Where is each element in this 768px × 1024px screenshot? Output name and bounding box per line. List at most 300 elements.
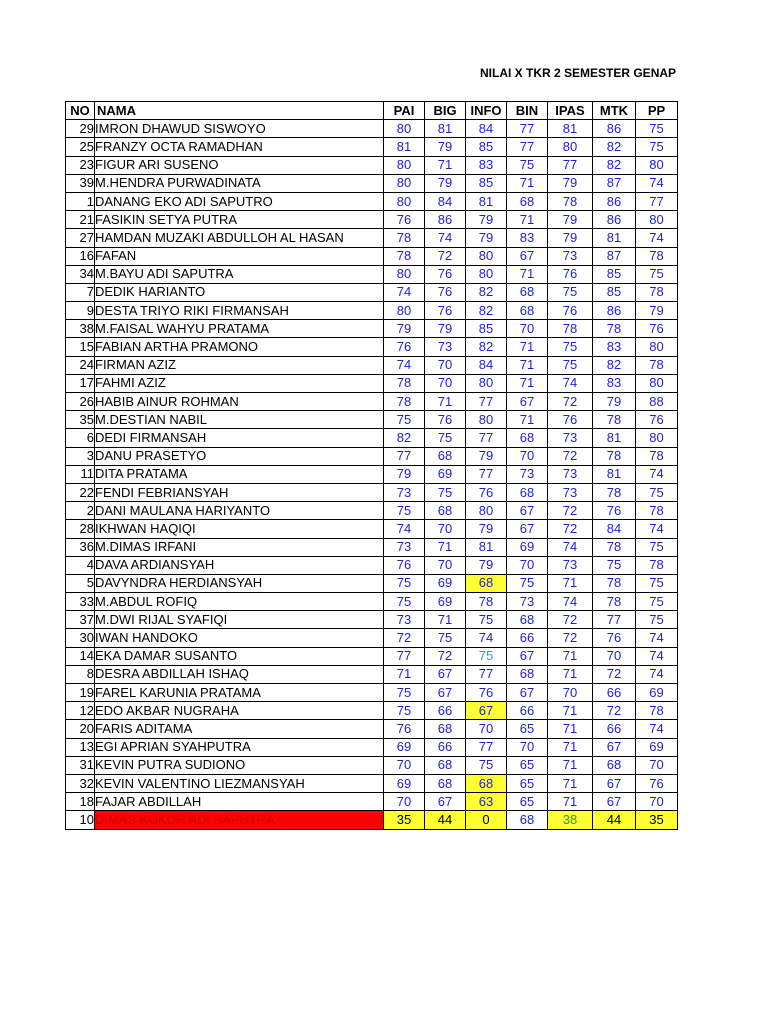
- cell-info[interactable]: 84: [466, 356, 507, 374]
- table-row[interactable]: [66, 374, 678, 392]
- cell-no[interactable]: 17: [66, 374, 95, 392]
- cell-pai[interactable]: 80: [384, 174, 425, 192]
- cell-nama[interactable]: FABIAN ARTHA PRAMONO: [95, 338, 384, 356]
- cell-big[interactable]: 70: [425, 356, 466, 374]
- cell-nama[interactable]: DESRA ABDILLAH ISHAQ: [95, 665, 384, 683]
- cell-pp[interactable]: 88: [636, 393, 678, 411]
- cell-info[interactable]: 80: [466, 374, 507, 392]
- cell-pp[interactable]: 74: [636, 647, 678, 665]
- table-row[interactable]: [66, 738, 678, 756]
- cell-bin[interactable]: 66: [507, 702, 548, 720]
- cell-ipas[interactable]: 76: [548, 411, 593, 429]
- cell-bin[interactable]: 65: [507, 756, 548, 774]
- cell-pai[interactable]: 79: [384, 465, 425, 483]
- cell-bin[interactable]: 71: [507, 374, 548, 392]
- cell-big[interactable]: 76: [425, 265, 466, 283]
- cell-info[interactable]: 63: [466, 793, 507, 811]
- cell-ipas[interactable]: 75: [548, 338, 593, 356]
- cell-bin[interactable]: 65: [507, 720, 548, 738]
- cell-nama[interactable]: DANU PRASETYO: [95, 447, 384, 465]
- cell-mtk[interactable]: 78: [593, 320, 636, 338]
- cell-pp[interactable]: 78: [636, 447, 678, 465]
- cell-big[interactable]: 69: [425, 593, 466, 611]
- cell-bin[interactable]: 71: [507, 356, 548, 374]
- cell-nama[interactable]: EKA DAMAR SUSANTO: [95, 647, 384, 665]
- cell-big[interactable]: 66: [425, 738, 466, 756]
- cell-ipas[interactable]: 72: [548, 629, 593, 647]
- cell-big[interactable]: 66: [425, 702, 466, 720]
- cell-no[interactable]: 24: [66, 356, 95, 374]
- cell-info[interactable]: 78: [466, 593, 507, 611]
- cell-big[interactable]: 68: [425, 720, 466, 738]
- cell-big[interactable]: 44: [425, 811, 466, 829]
- cell-mtk[interactable]: 87: [593, 247, 636, 265]
- cell-no[interactable]: 33: [66, 593, 95, 611]
- cell-bin[interactable]: 67: [507, 247, 548, 265]
- table-row[interactable]: [66, 192, 678, 210]
- cell-ipas[interactable]: 73: [548, 429, 593, 447]
- cell-bin[interactable]: 68: [507, 302, 548, 320]
- cell-no[interactable]: 21: [66, 211, 95, 229]
- cell-nama[interactable]: FAFAN: [95, 247, 384, 265]
- cell-bin[interactable]: 65: [507, 774, 548, 792]
- cell-bin[interactable]: 70: [507, 738, 548, 756]
- cell-mtk[interactable]: 82: [593, 156, 636, 174]
- table-row[interactable]: [66, 138, 678, 156]
- cell-no[interactable]: 22: [66, 483, 95, 501]
- cell-big[interactable]: 79: [425, 174, 466, 192]
- cell-mtk[interactable]: 78: [593, 483, 636, 501]
- cell-pp[interactable]: 78: [636, 247, 678, 265]
- cell-pai[interactable]: 80: [384, 192, 425, 210]
- cell-bin[interactable]: 67: [507, 520, 548, 538]
- cell-mtk[interactable]: 67: [593, 793, 636, 811]
- cell-info[interactable]: 80: [466, 247, 507, 265]
- cell-mtk[interactable]: 78: [593, 447, 636, 465]
- table-row[interactable]: [66, 229, 678, 247]
- cell-pai[interactable]: 80: [384, 265, 425, 283]
- cell-nama[interactable]: KEVIN VALENTINO LIEZMANSYAH: [95, 774, 384, 792]
- table-row[interactable]: [66, 647, 678, 665]
- cell-no[interactable]: 6: [66, 429, 95, 447]
- cell-no[interactable]: 18: [66, 793, 95, 811]
- cell-pai[interactable]: 81: [384, 138, 425, 156]
- cell-no[interactable]: 11: [66, 465, 95, 483]
- cell-bin[interactable]: 68: [507, 611, 548, 629]
- cell-nama[interactable]: DIMAS KUKUH ADI SAPUTRA: [95, 811, 384, 829]
- cell-nama[interactable]: EGI APRIAN SYAHPUTRA: [95, 738, 384, 756]
- cell-bin[interactable]: 67: [507, 647, 548, 665]
- cell-nama[interactable]: FENDI FEBRIANSYAH: [95, 483, 384, 501]
- cell-bin[interactable]: 67: [507, 393, 548, 411]
- cell-bin[interactable]: 71: [507, 211, 548, 229]
- cell-big[interactable]: 70: [425, 520, 466, 538]
- cell-mtk[interactable]: 66: [593, 720, 636, 738]
- cell-big[interactable]: 68: [425, 756, 466, 774]
- cell-pai[interactable]: 74: [384, 283, 425, 301]
- cell-pp[interactable]: 80: [636, 374, 678, 392]
- cell-info[interactable]: 80: [466, 265, 507, 283]
- cell-no[interactable]: 15: [66, 338, 95, 356]
- cell-big[interactable]: 75: [425, 483, 466, 501]
- cell-ipas[interactable]: 78: [548, 192, 593, 210]
- cell-pai[interactable]: 35: [384, 811, 425, 829]
- cell-mtk[interactable]: 79: [593, 393, 636, 411]
- cell-pp[interactable]: 70: [636, 793, 678, 811]
- table-row[interactable]: [66, 665, 678, 683]
- cell-pp[interactable]: 75: [636, 138, 678, 156]
- cell-pp[interactable]: 78: [636, 556, 678, 574]
- cell-ipas[interactable]: 71: [548, 738, 593, 756]
- cell-info[interactable]: 79: [466, 447, 507, 465]
- cell-no[interactable]: 9: [66, 302, 95, 320]
- cell-no[interactable]: 19: [66, 684, 95, 702]
- table-row[interactable]: [66, 483, 678, 501]
- table-row[interactable]: [66, 247, 678, 265]
- cell-pai[interactable]: 74: [384, 520, 425, 538]
- cell-info[interactable]: 0: [466, 811, 507, 829]
- cell-bin[interactable]: 83: [507, 229, 548, 247]
- cell-no[interactable]: 12: [66, 702, 95, 720]
- cell-no[interactable]: 20: [66, 720, 95, 738]
- cell-big[interactable]: 69: [425, 465, 466, 483]
- table-row[interactable]: [66, 302, 678, 320]
- cell-ipas[interactable]: 80: [548, 138, 593, 156]
- cell-no[interactable]: 13: [66, 738, 95, 756]
- cell-no[interactable]: 29: [66, 120, 95, 138]
- table-row[interactable]: [66, 538, 678, 556]
- cell-bin[interactable]: 71: [507, 338, 548, 356]
- cell-no[interactable]: 32: [66, 774, 95, 792]
- cell-ipas[interactable]: 38: [548, 811, 593, 829]
- table-row[interactable]: [66, 593, 678, 611]
- cell-ipas[interactable]: 75: [548, 356, 593, 374]
- table-row[interactable]: [66, 356, 678, 374]
- cell-ipas[interactable]: 81: [548, 120, 593, 138]
- cell-pai[interactable]: 80: [384, 120, 425, 138]
- cell-no[interactable]: 23: [66, 156, 95, 174]
- cell-bin[interactable]: 68: [507, 192, 548, 210]
- cell-nama[interactable]: FIGUR ARI SUSENO: [95, 156, 384, 174]
- cell-bin[interactable]: 71: [507, 265, 548, 283]
- cell-pp[interactable]: 74: [636, 665, 678, 683]
- cell-ipas[interactable]: 72: [548, 393, 593, 411]
- cell-mtk[interactable]: 70: [593, 647, 636, 665]
- cell-pai[interactable]: 75: [384, 593, 425, 611]
- cell-ipas[interactable]: 74: [548, 374, 593, 392]
- cell-ipas[interactable]: 71: [548, 793, 593, 811]
- table-row[interactable]: [66, 156, 678, 174]
- cell-ipas[interactable]: 72: [548, 520, 593, 538]
- cell-ipas[interactable]: 79: [548, 211, 593, 229]
- cell-nama[interactable]: IKHWAN HAQIQI: [95, 520, 384, 538]
- cell-ipas[interactable]: 71: [548, 574, 593, 592]
- cell-pp[interactable]: 80: [636, 156, 678, 174]
- cell-mtk[interactable]: 81: [593, 429, 636, 447]
- cell-big[interactable]: 72: [425, 247, 466, 265]
- table-row[interactable]: [66, 320, 678, 338]
- cell-bin[interactable]: 77: [507, 120, 548, 138]
- cell-mtk[interactable]: 78: [593, 574, 636, 592]
- cell-bin[interactable]: 75: [507, 574, 548, 592]
- table-row[interactable]: [66, 684, 678, 702]
- table-row[interactable]: [66, 265, 678, 283]
- cell-mtk[interactable]: 86: [593, 211, 636, 229]
- cell-nama[interactable]: FAREL KARUNIA PRATAMA: [95, 684, 384, 702]
- cell-ipas[interactable]: 71: [548, 720, 593, 738]
- cell-pai[interactable]: 82: [384, 429, 425, 447]
- cell-pai[interactable]: 78: [384, 247, 425, 265]
- table-row[interactable]: [66, 120, 678, 138]
- cell-nama[interactable]: DEDIK HARIANTO: [95, 283, 384, 301]
- cell-ipas[interactable]: 73: [548, 247, 593, 265]
- table-row[interactable]: [66, 429, 678, 447]
- cell-nama[interactable]: DAVYNDRA HERDIANSYAH: [95, 574, 384, 592]
- cell-no[interactable]: 7: [66, 283, 95, 301]
- table-row[interactable]: [66, 393, 678, 411]
- cell-pai[interactable]: 76: [384, 720, 425, 738]
- cell-no[interactable]: 35: [66, 411, 95, 429]
- cell-bin[interactable]: 68: [507, 429, 548, 447]
- cell-mtk[interactable]: 86: [593, 120, 636, 138]
- table-row[interactable]: [66, 702, 678, 720]
- cell-mtk[interactable]: 85: [593, 265, 636, 283]
- cell-big[interactable]: 71: [425, 538, 466, 556]
- table-row[interactable]: [66, 756, 678, 774]
- cell-pp[interactable]: 74: [636, 465, 678, 483]
- cell-pp[interactable]: 78: [636, 702, 678, 720]
- cell-bin[interactable]: 68: [507, 283, 548, 301]
- cell-mtk[interactable]: 67: [593, 738, 636, 756]
- cell-nama[interactable]: M.DESTIAN NABIL: [95, 411, 384, 429]
- cell-no[interactable]: 1: [66, 192, 95, 210]
- cell-pai[interactable]: 70: [384, 793, 425, 811]
- cell-ipas[interactable]: 74: [548, 538, 593, 556]
- cell-bin[interactable]: 66: [507, 629, 548, 647]
- cell-big[interactable]: 84: [425, 192, 466, 210]
- cell-mtk[interactable]: 82: [593, 356, 636, 374]
- cell-pp[interactable]: 80: [636, 338, 678, 356]
- cell-ipas[interactable]: 71: [548, 756, 593, 774]
- cell-big[interactable]: 71: [425, 156, 466, 174]
- cell-pai[interactable]: 77: [384, 447, 425, 465]
- cell-pp[interactable]: 79: [636, 302, 678, 320]
- cell-ipas[interactable]: 72: [548, 502, 593, 520]
- cell-pp[interactable]: 75: [636, 538, 678, 556]
- cell-no[interactable]: 2: [66, 502, 95, 520]
- cell-mtk[interactable]: 66: [593, 684, 636, 702]
- cell-no[interactable]: 16: [66, 247, 95, 265]
- cell-no[interactable]: 10: [66, 811, 95, 829]
- cell-info[interactable]: 82: [466, 283, 507, 301]
- cell-ipas[interactable]: 75: [548, 283, 593, 301]
- cell-nama[interactable]: DAVA ARDIANSYAH: [95, 556, 384, 574]
- table-row[interactable]: [66, 465, 678, 483]
- cell-nama[interactable]: M.FAISAL WAHYU PRATAMA: [95, 320, 384, 338]
- cell-no[interactable]: 30: [66, 629, 95, 647]
- cell-pp[interactable]: 75: [636, 265, 678, 283]
- table-row[interactable]: [66, 629, 678, 647]
- cell-info[interactable]: 75: [466, 756, 507, 774]
- cell-mtk[interactable]: 81: [593, 465, 636, 483]
- cell-info[interactable]: 77: [466, 665, 507, 683]
- cell-pai[interactable]: 75: [384, 684, 425, 702]
- cell-info[interactable]: 79: [466, 229, 507, 247]
- cell-pai[interactable]: 74: [384, 356, 425, 374]
- cell-pai[interactable]: 80: [384, 156, 425, 174]
- cell-nama[interactable]: FAJAR ABDILLAH: [95, 793, 384, 811]
- cell-big[interactable]: 76: [425, 283, 466, 301]
- cell-info[interactable]: 83: [466, 156, 507, 174]
- cell-pp[interactable]: 76: [636, 774, 678, 792]
- cell-pai[interactable]: 76: [384, 211, 425, 229]
- cell-bin[interactable]: 71: [507, 174, 548, 192]
- cell-bin[interactable]: 75: [507, 156, 548, 174]
- cell-pai[interactable]: 79: [384, 320, 425, 338]
- cell-pai[interactable]: 73: [384, 483, 425, 501]
- cell-nama[interactable]: KEVIN PUTRA SUDIONO: [95, 756, 384, 774]
- cell-mtk[interactable]: 82: [593, 138, 636, 156]
- cell-mtk[interactable]: 87: [593, 174, 636, 192]
- cell-pai[interactable]: 78: [384, 229, 425, 247]
- cell-big[interactable]: 69: [425, 574, 466, 592]
- cell-info[interactable]: 84: [466, 120, 507, 138]
- cell-info[interactable]: 77: [466, 429, 507, 447]
- cell-pp[interactable]: 76: [636, 320, 678, 338]
- cell-pp[interactable]: 74: [636, 174, 678, 192]
- cell-no[interactable]: 14: [66, 647, 95, 665]
- cell-info[interactable]: 74: [466, 629, 507, 647]
- cell-pp[interactable]: 78: [636, 283, 678, 301]
- cell-mtk[interactable]: 76: [593, 629, 636, 647]
- cell-big[interactable]: 67: [425, 665, 466, 683]
- cell-bin[interactable]: 73: [507, 465, 548, 483]
- cell-mtk[interactable]: 85: [593, 283, 636, 301]
- cell-ipas[interactable]: 76: [548, 265, 593, 283]
- cell-pp[interactable]: 69: [636, 684, 678, 702]
- table-row[interactable]: [66, 520, 678, 538]
- cell-pai[interactable]: 76: [384, 338, 425, 356]
- cell-nama[interactable]: DANANG EKO ADI SAPUTRO: [95, 192, 384, 210]
- cell-mtk[interactable]: 81: [593, 229, 636, 247]
- table-row[interactable]: [66, 574, 678, 592]
- cell-info[interactable]: 68: [466, 774, 507, 792]
- table-row[interactable]: [66, 338, 678, 356]
- cell-nama[interactable]: M.ABDUL ROFIQ: [95, 593, 384, 611]
- cell-bin[interactable]: 70: [507, 556, 548, 574]
- table-row[interactable]: [66, 211, 678, 229]
- cell-pai[interactable]: 71: [384, 665, 425, 683]
- cell-bin[interactable]: 70: [507, 447, 548, 465]
- cell-nama[interactable]: DITA PRATAMA: [95, 465, 384, 483]
- cell-big[interactable]: 67: [425, 684, 466, 702]
- table-row[interactable]: [66, 411, 678, 429]
- cell-nama[interactable]: HABIB AINUR ROHMAN: [95, 393, 384, 411]
- cell-big[interactable]: 79: [425, 320, 466, 338]
- cell-no[interactable]: 26: [66, 393, 95, 411]
- cell-nama[interactable]: DANI MAULANA HARIYANTO: [95, 502, 384, 520]
- cell-no[interactable]: 3: [66, 447, 95, 465]
- cell-pai[interactable]: 72: [384, 629, 425, 647]
- table-row[interactable]: [66, 502, 678, 520]
- cell-nama[interactable]: M.BAYU ADI SAPUTRA: [95, 265, 384, 283]
- cell-ipas[interactable]: 78: [548, 320, 593, 338]
- cell-ipas[interactable]: 72: [548, 447, 593, 465]
- cell-pp[interactable]: 70: [636, 756, 678, 774]
- cell-info[interactable]: 81: [466, 538, 507, 556]
- cell-info[interactable]: 68: [466, 574, 507, 592]
- cell-ipas[interactable]: 79: [548, 229, 593, 247]
- cell-big[interactable]: 68: [425, 447, 466, 465]
- cell-pai[interactable]: 75: [384, 411, 425, 429]
- cell-pp[interactable]: 74: [636, 229, 678, 247]
- table-row[interactable]: [66, 811, 678, 829]
- cell-pai[interactable]: 73: [384, 538, 425, 556]
- cell-pp[interactable]: 75: [636, 574, 678, 592]
- cell-ipas[interactable]: 76: [548, 302, 593, 320]
- cell-mtk[interactable]: 83: [593, 374, 636, 392]
- cell-mtk[interactable]: 78: [593, 411, 636, 429]
- cell-ipas[interactable]: 79: [548, 174, 593, 192]
- cell-ipas[interactable]: 72: [548, 611, 593, 629]
- cell-big[interactable]: 72: [425, 647, 466, 665]
- cell-no[interactable]: 27: [66, 229, 95, 247]
- cell-pp[interactable]: 35: [636, 811, 678, 829]
- cell-nama[interactable]: DESTA TRIYO RIKI FIRMANSAH: [95, 302, 384, 320]
- cell-nama[interactable]: HAMDAN MUZAKI ABDULLOH AL HASAN: [95, 229, 384, 247]
- cell-bin[interactable]: 67: [507, 684, 548, 702]
- cell-no[interactable]: 25: [66, 138, 95, 156]
- cell-info[interactable]: 85: [466, 174, 507, 192]
- cell-nama[interactable]: M.DWI RIJAL SYAFIQI: [95, 611, 384, 629]
- cell-pp[interactable]: 77: [636, 192, 678, 210]
- cell-nama[interactable]: FASIKIN SETYA PUTRA: [95, 211, 384, 229]
- cell-ipas[interactable]: 77: [548, 156, 593, 174]
- cell-ipas[interactable]: 71: [548, 665, 593, 683]
- cell-mtk[interactable]: 78: [593, 538, 636, 556]
- cell-pai[interactable]: 73: [384, 611, 425, 629]
- cell-big[interactable]: 76: [425, 411, 466, 429]
- cell-nama[interactable]: FARIS ADITAMA: [95, 720, 384, 738]
- cell-pp[interactable]: 80: [636, 211, 678, 229]
- cell-pai[interactable]: 76: [384, 556, 425, 574]
- cell-no[interactable]: 28: [66, 520, 95, 538]
- cell-big[interactable]: 71: [425, 393, 466, 411]
- cell-info[interactable]: 67: [466, 702, 507, 720]
- cell-no[interactable]: 36: [66, 538, 95, 556]
- cell-pai[interactable]: 70: [384, 756, 425, 774]
- cell-mtk[interactable]: 76: [593, 502, 636, 520]
- table-row[interactable]: [66, 720, 678, 738]
- cell-mtk[interactable]: 84: [593, 520, 636, 538]
- cell-no[interactable]: 4: [66, 556, 95, 574]
- cell-info[interactable]: 75: [466, 611, 507, 629]
- cell-info[interactable]: 82: [466, 302, 507, 320]
- cell-pai[interactable]: 69: [384, 774, 425, 792]
- cell-mtk[interactable]: 83: [593, 338, 636, 356]
- cell-no[interactable]: 38: [66, 320, 95, 338]
- cell-pp[interactable]: 76: [636, 411, 678, 429]
- table-row[interactable]: [66, 774, 678, 792]
- cell-pai[interactable]: 75: [384, 702, 425, 720]
- cell-bin[interactable]: 69: [507, 538, 548, 556]
- cell-big[interactable]: 67: [425, 793, 466, 811]
- cell-pp[interactable]: 78: [636, 356, 678, 374]
- cell-pp[interactable]: 74: [636, 520, 678, 538]
- cell-ipas[interactable]: 73: [548, 483, 593, 501]
- cell-big[interactable]: 76: [425, 302, 466, 320]
- cell-nama[interactable]: M.HENDRA PURWADINATA: [95, 174, 384, 192]
